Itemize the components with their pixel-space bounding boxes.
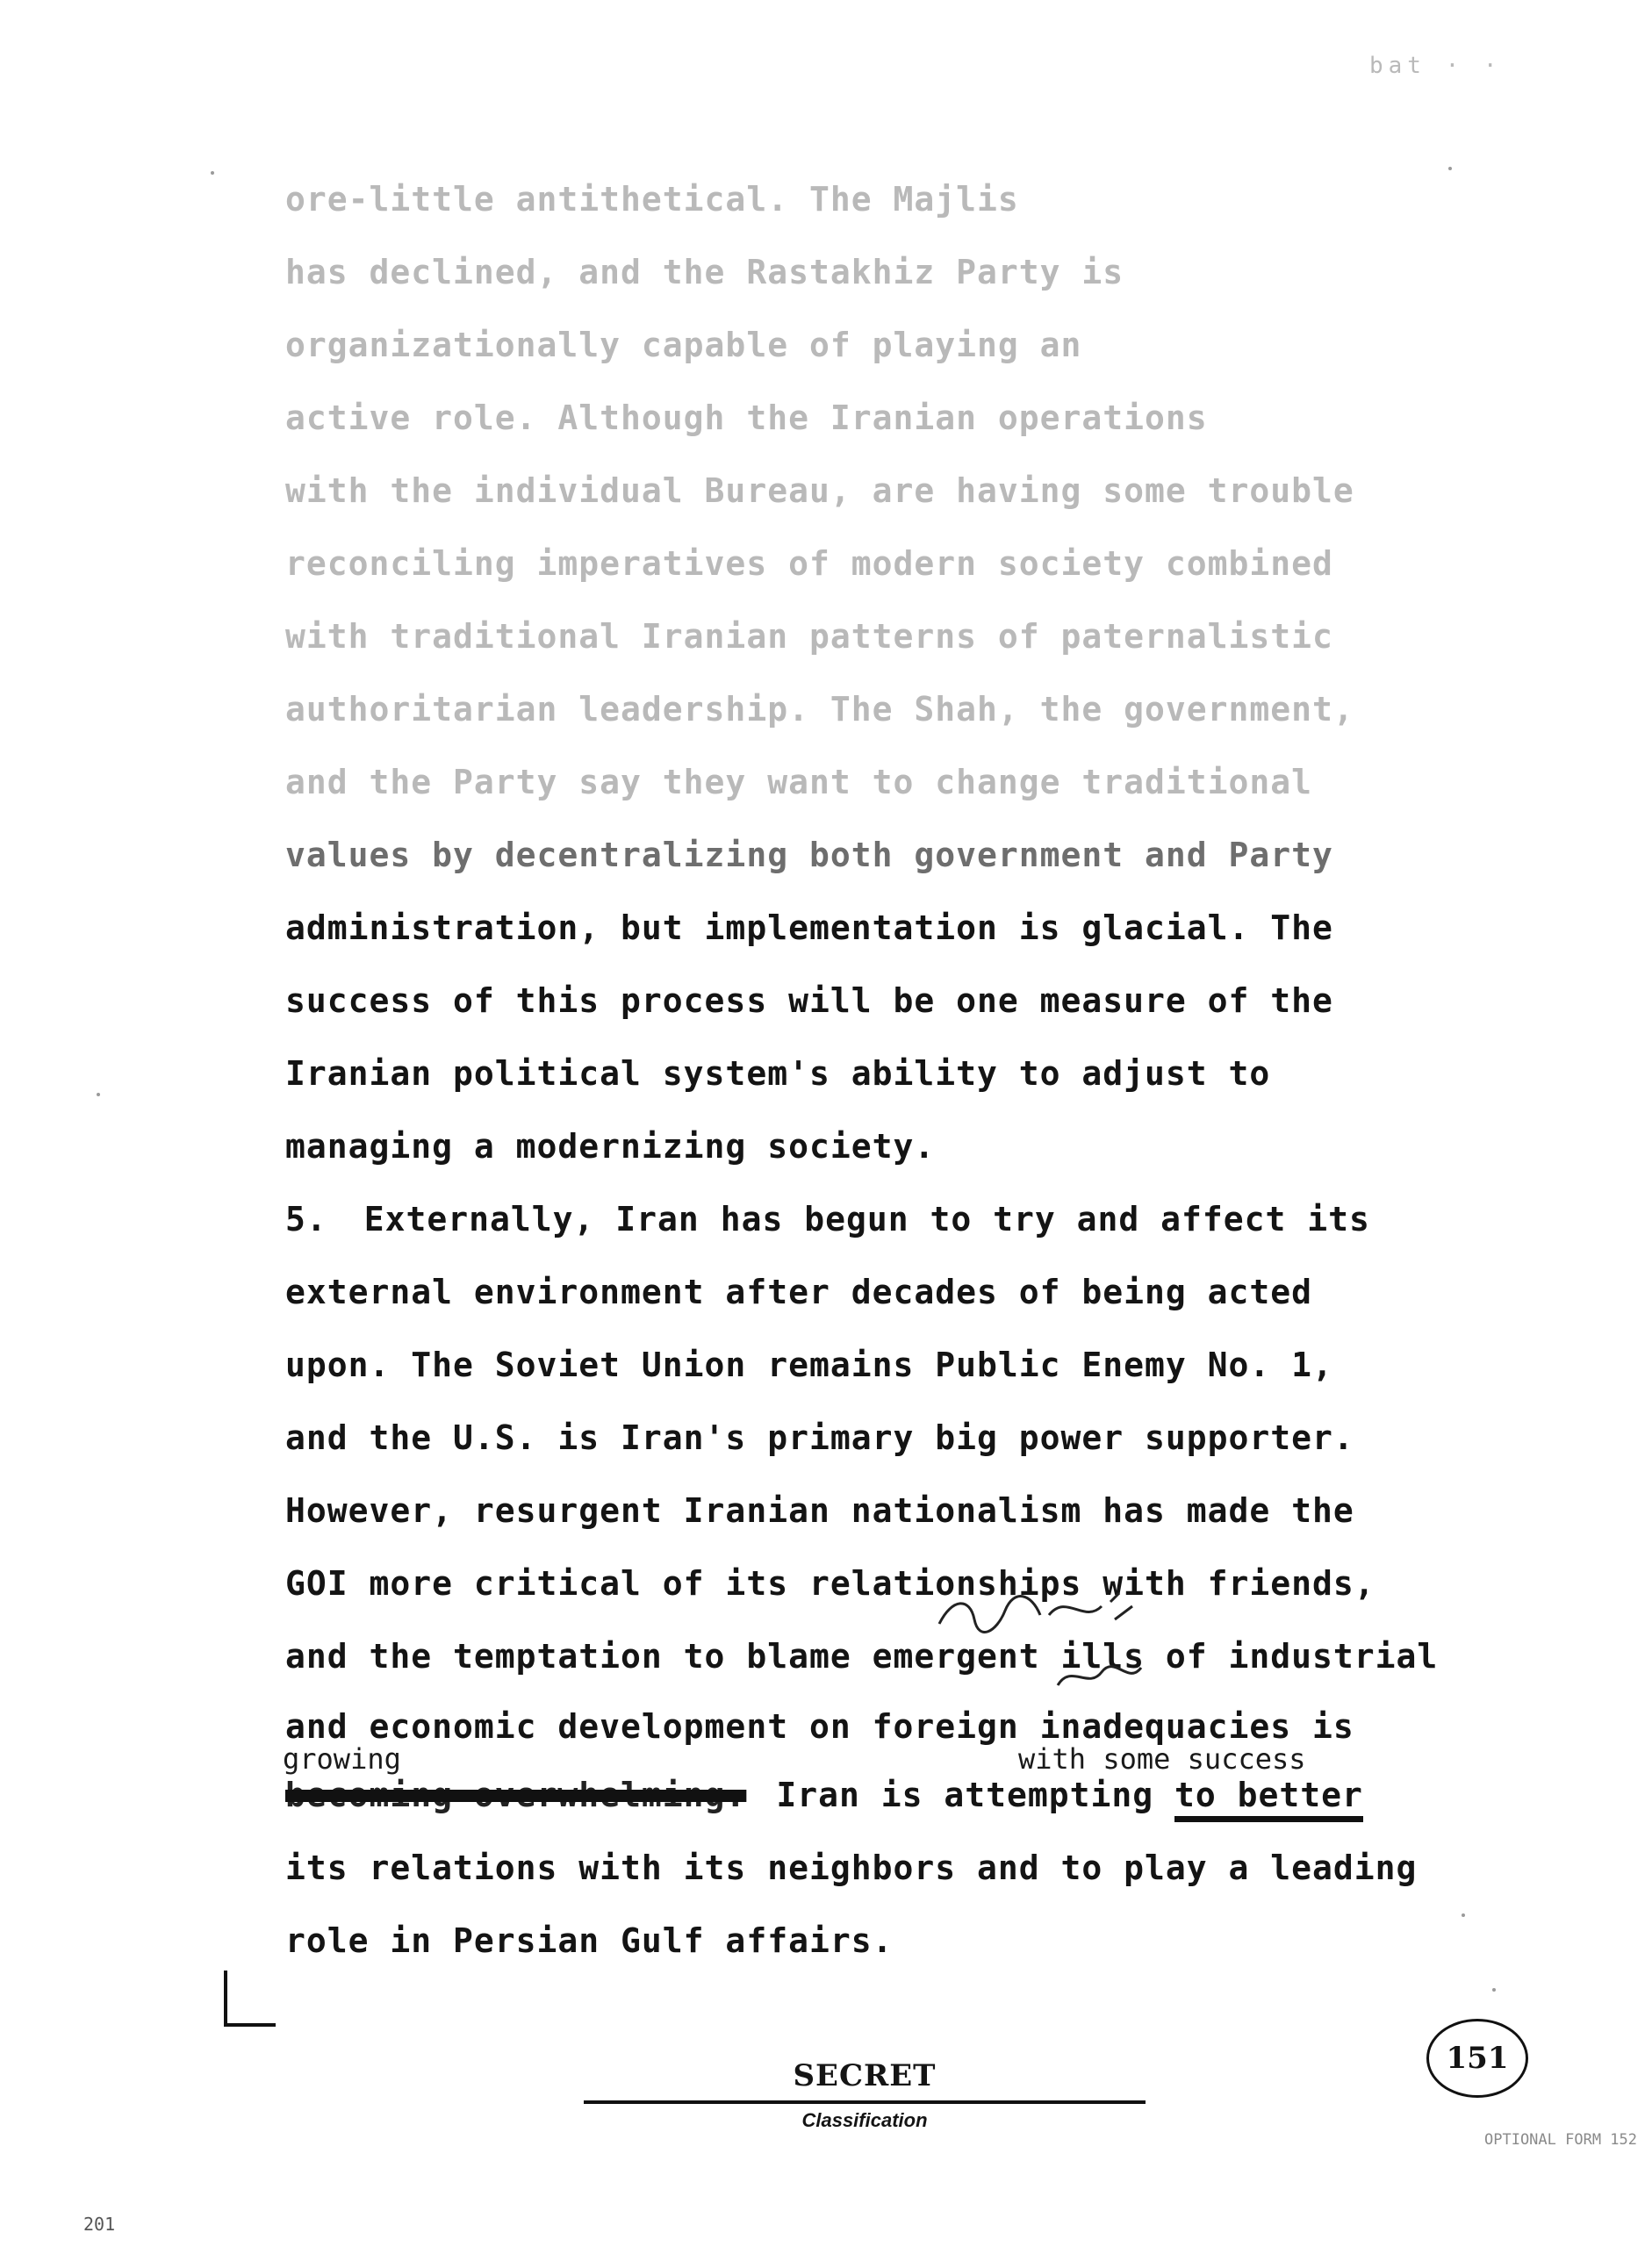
scan-speck [1448,167,1452,170]
body-line-2: administration, but implementation is glacial. The [285,908,1333,947]
classification-rule [584,2100,1146,2104]
faded-line-5: with the individual Bureau, are having some trouble [285,471,1354,510]
line-9-middle: Iran is attempting [776,1776,1154,1814]
faded-line-8: authoritarian leadership. The Shah, the government, [285,690,1354,729]
scan-speck [1492,1988,1496,1992]
insert-with-some-success: with some success [1018,1742,1306,1776]
paragraph-5-line-6: GOI more critical of its relationships with friends, [285,1564,1375,1603]
form-note: OPTIONAL FORM 152 [1484,2131,1637,2149]
folio-number: 201 [83,2214,116,2235]
faded-line-1: ore-little antithetical. The Majlis [285,180,1019,219]
paragraph-5-line-11: role in Persian Gulf affairs. [285,1921,894,1960]
faded-line-9: and the Party say they want to change traditional [285,763,1313,801]
faded-line-7: with traditional Iranian patterns of paternalistic [285,617,1333,656]
body-line-1: values by decentralizing both government and Party [285,836,1333,874]
faded-line-3: organizationally capable of playing an [285,326,1082,364]
paragraph-5-line-7: and the temptation to blame emergent ills of industrial [285,1637,1439,1676]
classification-word: SECRET [793,2058,937,2093]
classification-footer [584,2058,1146,2132]
insert-growing: growing [283,1742,401,1776]
handwritten-scribble-icon [935,1589,1137,1641]
paragraph-5-line-1 [285,1200,1370,1238]
paragraph-5-line-3: upon. The Soviet Union remains Public Enemy No. 1, [285,1346,1333,1384]
line-9-end: to better [1174,1776,1363,1822]
handwritten-mark-icon [1053,1659,1150,1694]
struck-text: becoming overwhelming. [285,1776,747,1814]
body-line-3: success of this process will be one measure of the [285,981,1333,1020]
paragraph-5-line-10: its relations with its neighbors and to play a leading [285,1849,1418,1887]
scan-speck [211,171,214,175]
faded-line-6: reconciling imperatives of modern society combined [285,544,1333,583]
paragraph-number: 5. [285,1200,327,1238]
scan-speck [1462,1913,1465,1917]
paragraph-5-text-1: Externally, Iran has begun to try and affect its [363,1200,1370,1238]
corner-mark: bat · · [1369,53,1503,79]
classification-label: Classification [801,2109,928,2131]
paragraph-5-line-9 [285,1776,1363,1814]
paragraph-5-line-2: external environment after decades of being acted [285,1273,1313,1311]
faded-line-4: active role. Although the Iranian operations [285,398,1208,437]
scan-speck [97,1093,100,1096]
paragraph-5-line-5: However, resurgent Iranian nationalism has made the [285,1491,1354,1530]
body-line-4: Iranian political system's ability to adjust to [285,1054,1271,1093]
body-line-5: managing a modernizing society. [285,1127,936,1166]
paragraph-5-line-8: and economic development on foreign inadequacies is [285,1707,1354,1746]
margin-bracket [224,1971,276,2027]
paragraph-5-line-4: and the U.S. is Iran's primary big power supporter. [285,1418,1354,1457]
page-number: 151 [1426,2019,1528,2098]
faded-line-2: has declined, and the Rastakhiz Party is [285,253,1124,291]
